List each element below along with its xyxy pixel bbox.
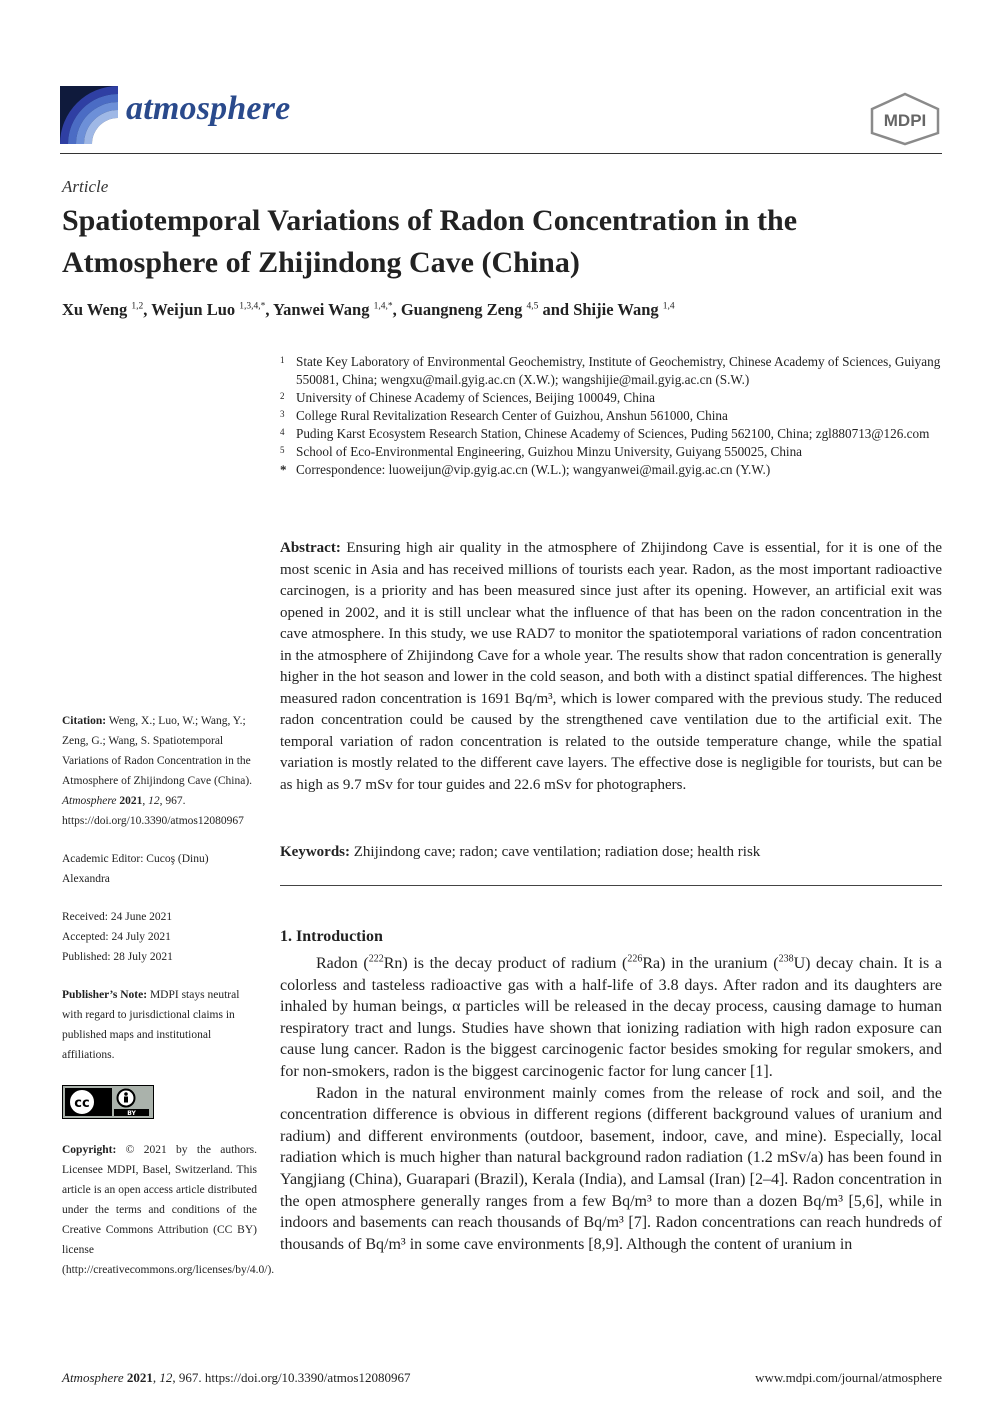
author-affiliation-marker: 1,4 <box>662 301 675 312</box>
author-list <box>62 300 942 320</box>
citation-label: Citation: <box>62 715 107 727</box>
abstract <box>280 538 942 796</box>
affiliation-number: * <box>280 462 287 477</box>
copyright-text: © 2021 by the authors. Licensee MDPI, Basel, Switzerland. This article is an open access article distributed under the terms and conditions of the Creative Commons Attribution (CC BY) license (http://creativecommons.org/licenses/by/4.0/). <box>62 1144 275 1276</box>
author-name: Xu Weng <box>62 300 128 319</box>
mdpi-logo-icon <box>868 92 942 146</box>
author-separator: , <box>143 300 152 319</box>
author-name: Shijie Wang <box>573 300 659 319</box>
academic-editor: Academic Editor: Cucoş (Dinu) Alexandra <box>62 853 209 885</box>
citation-journal: Atmosphere <box>62 795 117 807</box>
citation-year: 2021 <box>119 795 143 807</box>
author-affiliation-marker: 1,4,* <box>373 301 393 312</box>
copyright-label: Copyright: <box>62 1144 117 1156</box>
article-type: Article <box>62 177 109 196</box>
mdpi-logo-text: MDPI <box>883 111 927 130</box>
author-affiliation-marker: 1,2 <box>131 301 144 312</box>
abstract-label: Abstract: <box>280 540 341 556</box>
affiliation-item <box>280 425 942 443</box>
journal-name: atmosphere <box>126 90 291 127</box>
dates <box>62 907 257 967</box>
author-name: Yanwei Wang <box>273 300 370 319</box>
sidebar <box>62 711 275 1280</box>
footer-citation: Atmosphere 2021, 12, 967. https://doi.org/10.3390/atmos12080967 <box>62 1370 411 1385</box>
footer-journal: Atmosphere <box>62 1370 124 1385</box>
svg-text:cc: cc <box>74 1096 90 1111</box>
affiliation-number: 3 <box>280 409 285 419</box>
affiliation-text: Puding Karst Ecosystem Research Station, Chinese Academy of Sciences, Puding 562100, China; zgl880713@126.com <box>296 426 930 441</box>
author-affiliation-marker: 1,3,4,* <box>239 301 266 312</box>
article-title: Spatiotemporal Variations of Radon Concentration in the Atmosphere of Zhijindong Cave (China) <box>62 204 798 279</box>
copyright <box>62 1140 275 1280</box>
affiliation-text: State Key Laboratory of Environmental Geochemistry, Institute of Geochemistry, Chinese Academy of Sciences, Guiyang 550081, China; wengxu@mail.gyig.ac.cn (X.W.); wangshijie@mail.gyig.ac.cn (S.W.) <box>296 354 941 387</box>
citation: Citation: Weng, X.; Luo, W.; Wang, Y.; Zeng, G.; Wang, S. Spatiotemporal Variations of Radon Concentration in the Atmosphere of Zhijindong Cave (China). Atmosphere 2021, 12, 967. https://doi.org/10.3390/atmos12080967 <box>62 715 253 827</box>
received-date: Received: 24 June 2021 <box>62 911 173 923</box>
author-separator: , <box>265 300 274 319</box>
author-separator: and <box>538 300 574 319</box>
author-name: Weijun Luo <box>151 300 236 319</box>
affiliation-text: Correspondence: luoweijun@vip.gyig.ac.cn (W.L.); wangyanwei@mail.gyig.ac.cn (Y.W.) <box>296 462 771 477</box>
affiliation-text: University of Chinese Academy of Sciences, Beijing 100049, China <box>296 390 655 405</box>
section-heading-introduction: 1. Introduction <box>280 928 383 945</box>
affiliation-item <box>280 443 942 461</box>
publishers-note-label: Publisher’s Note: <box>62 989 148 1001</box>
header-rule <box>60 153 942 154</box>
affiliation-number: 4 <box>280 427 285 437</box>
publishers-note-text: MDPI stays neutral with regard to jurisdictional claims in published maps and institutional affiliations. <box>62 989 240 1061</box>
introduction-body <box>280 953 942 1255</box>
footer-doi[interactable]: , 967. https://doi.org/10.3390/atmos12080967 <box>172 1370 411 1385</box>
footer-year: 2021 <box>126 1370 153 1385</box>
keywords-label: Keywords: <box>280 844 350 860</box>
affiliation-number: 5 <box>280 445 285 455</box>
affiliation-number: 1 <box>280 355 285 365</box>
footer-volume: 12 <box>159 1370 173 1385</box>
affiliation-item <box>280 407 942 425</box>
accepted-date: Accepted: 24 July 2021 <box>62 931 171 943</box>
author-affiliation-marker: 4,5 <box>526 301 539 312</box>
affiliation-text: School of Eco-Environmental Engineering, Guizhou Minzu University, Guiyang 550025, China <box>296 444 803 459</box>
publishers-note <box>62 985 257 1065</box>
journal-logo-icon <box>60 86 118 144</box>
affiliation-item <box>280 389 942 407</box>
affiliation-item <box>280 461 942 479</box>
citation-text: Weng, X.; Luo, W.; Wang, Y.; Zeng, G.; Wang, S. Spatiotemporal Variations of Radon Concentration in the Atmosphere of Zhijindong Cave (China). <box>62 715 253 787</box>
citation-doi[interactable]: , 967. https://doi.org/10.3390/atmos12080967 <box>62 795 244 827</box>
affiliation-number: 2 <box>280 391 285 401</box>
citation-volume: 12 <box>148 795 160 807</box>
affiliations <box>280 353 942 479</box>
affiliation-item <box>280 353 942 389</box>
author-name: Guangneng Zeng <box>400 300 523 319</box>
intro-paragraph-2: Radon in the natural environment mainly comes from the release of rock and soil, and the concentration difference is obvious in different regions (different background values of uranium and radium) and different environments (outdoor, basement, indoor, cave, and mine). Especially, local radiation which is much higher than natural background radon radiation (1.2 mSv/a) has been found in Yangjiang (China), Guarapari (Brazil), Kerala (India), and Lamsal (Iran) [2–4]. Radon concentration in the open atmosphere generally ranges from a few Bq/m³ to more than a dozen Bq/m³ [5,6], while in indoors and basements can reach thousands of Bq/m³ [7]. Radon concentrations can reach hundreds of thousands of Bq/m³ in some cave environments [8,9]. Although the content of uranium in <box>280 1084 942 1253</box>
abstract-text: Ensuring high air quality in the atmosphere of Zhijindong Cave is essential, for it is one of the most scenic in Asia and has received millions of tourists each year. Radon, as the most important radioactive carcinogen, is a priority and has been measured since just after its opening. However, an artificial exit was opened in 2002, and it is still unclear what the influence of that has been on the radon concentration in the cave atmosphere. In this study, we use RAD7 to monitor the spatiotemporal variations of radon concentration in the atmosphere of Zhijindong Cave for a whole year. The results show that radon concentration is generally higher in the hot season and lower in the cold season, and both with a distinct spatial differences. The highest measured radon concentration is 1691 Bq/m³, which is lower compared with the previous study. The reduced radon concentration could be caused by the strengthened cave ventilation due to the artificial exit. The temporal variation of radon concentration is related to the outside temperature change, while the spatial variation is mostly related to the different cave layers. The effective dose is negligible for tourists, but can be as high as 9.7 mSv for tour guides and 22.6 mSv for photographers. <box>280 540 943 793</box>
intro-paragraph-1: Radon ($^{222}$Rn) is the decay product of radium ($^{226}$Ra) in the uranium ($^{238}$U) decay chain. It is a colorless and tasteless radioactive gas with a half-life of 3.8 days. After radon and its daughters are inhaled by human beings, α particles will be released in the decay process, causing damage to human respiratory tract and lungs. Studies have shown that ionizing radiation with high radon exposure can cause lung cancer. Radon is the biggest carcinogenic factor besides smoking for regular smokers, and for non-smokers, radon is the biggest carcinogenic factor for lung cancer [1]. <box>280 953 942 1080</box>
footer-journal-url[interactable]: www.mdpi.com/journal/atmosphere <box>755 1370 942 1385</box>
svg-text:BY: BY <box>127 1110 136 1117</box>
keywords-text: Zhijindong cave; radon; cave ventilation; radiation dose; health risk <box>353 844 761 860</box>
keywords <box>280 842 942 864</box>
cc-by-license-icon[interactable] <box>62 1085 154 1119</box>
abstract-divider <box>280 885 942 886</box>
published-date: Published: 28 July 2021 <box>62 951 173 963</box>
affiliation-text: College Rural Revitalization Research Center of Guizhou, Anshun 561000, China <box>296 408 728 423</box>
author-separator: , <box>392 300 401 319</box>
